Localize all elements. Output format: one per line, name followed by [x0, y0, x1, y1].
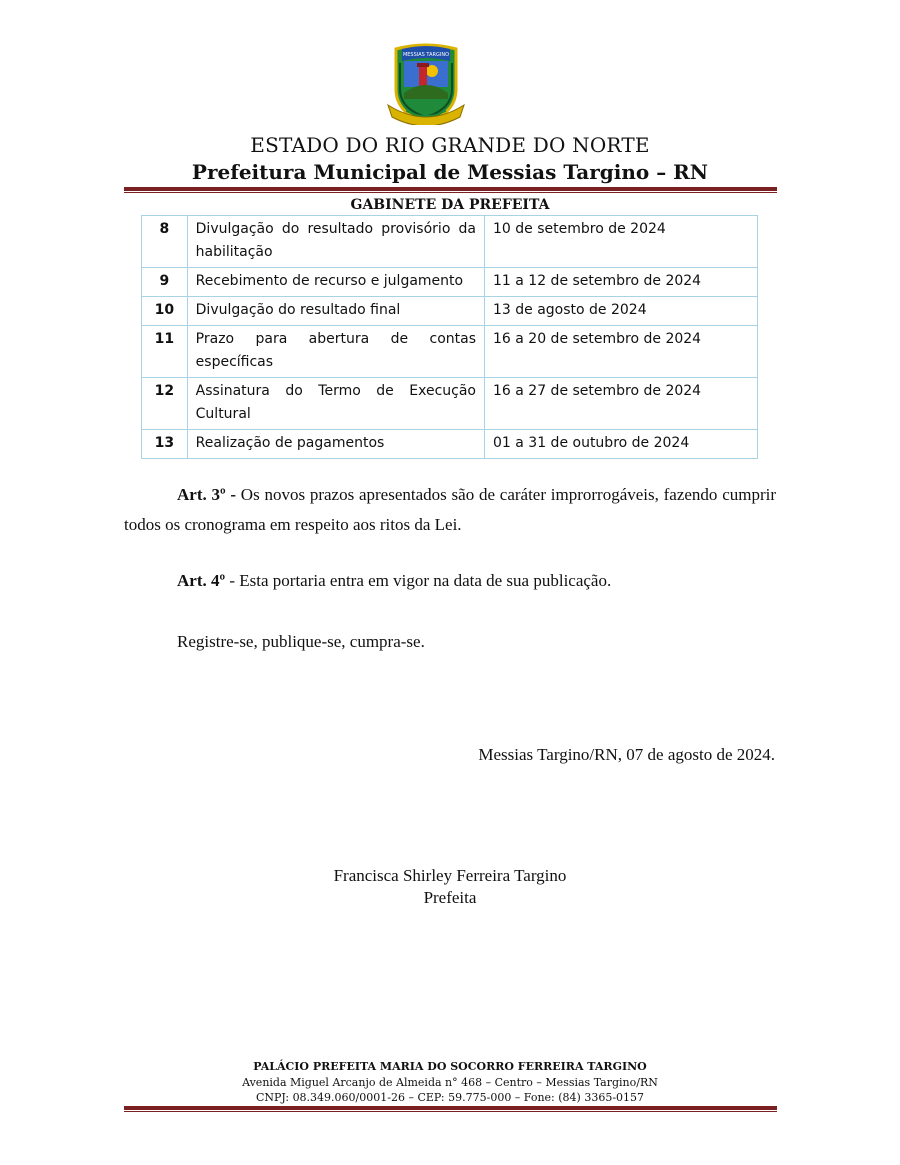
- row-activity: Prazo para abertura de contas específicas: [187, 326, 484, 378]
- row-number: 10: [142, 297, 188, 326]
- state-heading: ESTADO DO RIO GRANDE DO NORTE: [250, 133, 650, 157]
- footer-contact: CNPJ: 08.349.060/0001-26 – CEP: 59.775-000 – Fone: (84) 3365-0157: [255, 1091, 645, 1104]
- row-date: 16 a 20 de setembro de 2024: [485, 326, 758, 378]
- row-number: 13: [142, 430, 188, 459]
- office-heading: GABINETE DA PREFEITA: [350, 197, 550, 213]
- footer-rule-thin: [124, 1111, 777, 1112]
- coat-of-arms-logo: [386, 43, 466, 125]
- article-4-label: Art. 4º: [177, 571, 226, 590]
- header-rule: [124, 187, 777, 191]
- row-date: 01 a 31 de outubro de 2024: [485, 430, 758, 459]
- row-number: 12: [142, 378, 188, 430]
- row-activity: Divulgação do resultado provisório da habilitação: [187, 216, 484, 268]
- row-activity: Assinatura do Termo de Execução Cultural: [187, 378, 484, 430]
- article-3-text: Os novos prazos apresentados são de caráter improrrogáveis, fazendo cumprir todos os cronograma em respeito aos ritos da Lei.: [124, 485, 777, 534]
- schedule-table: [141, 215, 758, 459]
- table-row: [142, 268, 758, 297]
- row-date: 11 a 12 de setembro de 2024: [485, 268, 758, 297]
- table-row: [142, 326, 758, 378]
- footer-address: Avenida Miguel Arcanjo de Almeida n° 468 – Centro – Messias Targino/RN: [242, 1076, 658, 1089]
- row-date: 16 a 27 de setembro de 2024: [485, 378, 758, 430]
- article-3-label: Art. 3º -: [177, 485, 237, 504]
- header-rule-thin: [124, 192, 777, 193]
- row-activity: Recebimento de recurso e julgamento: [187, 268, 484, 297]
- table-row: [142, 216, 758, 268]
- table-row: [142, 430, 758, 459]
- table-row: [142, 297, 758, 326]
- footer-palace: PALÁCIO PREFEITA MARIA DO SOCORRO FERREIRA TARGINO: [253, 1060, 647, 1073]
- signatory-role: Prefeita: [423, 888, 477, 907]
- row-date: 13 de agosto de 2024: [485, 297, 758, 326]
- coat-of-arms-icon: [386, 43, 466, 125]
- article-4-paragraph: [177, 571, 611, 591]
- footer-rule: [124, 1106, 777, 1110]
- row-number: 9: [142, 268, 188, 297]
- prefecture-heading: Prefeitura Municipal de Messias Targino – RN: [191, 160, 709, 184]
- article-3-paragraph: [124, 480, 776, 540]
- row-number: 11: [142, 326, 188, 378]
- row-activity: Realização de pagamentos: [187, 430, 484, 459]
- signatory-name: Francisca Shirley Ferreira Targino: [333, 866, 567, 885]
- row-number: 8: [142, 216, 188, 268]
- svg-text:MESSIAS TARGINO: MESSIAS TARGINO: [402, 52, 450, 58]
- closing-formula: Registre-se, publique-se, cumpra-se.: [177, 632, 425, 651]
- article-4-text: - Esta portaria entra em vigor na data de sua publicação.: [225, 571, 612, 590]
- row-activity: Divulgação do resultado final: [187, 297, 484, 326]
- row-date: 10 de setembro de 2024: [485, 216, 758, 268]
- place-date: Messias Targino/RN, 07 de agosto de 2024.: [478, 745, 775, 764]
- table-row: [142, 378, 758, 430]
